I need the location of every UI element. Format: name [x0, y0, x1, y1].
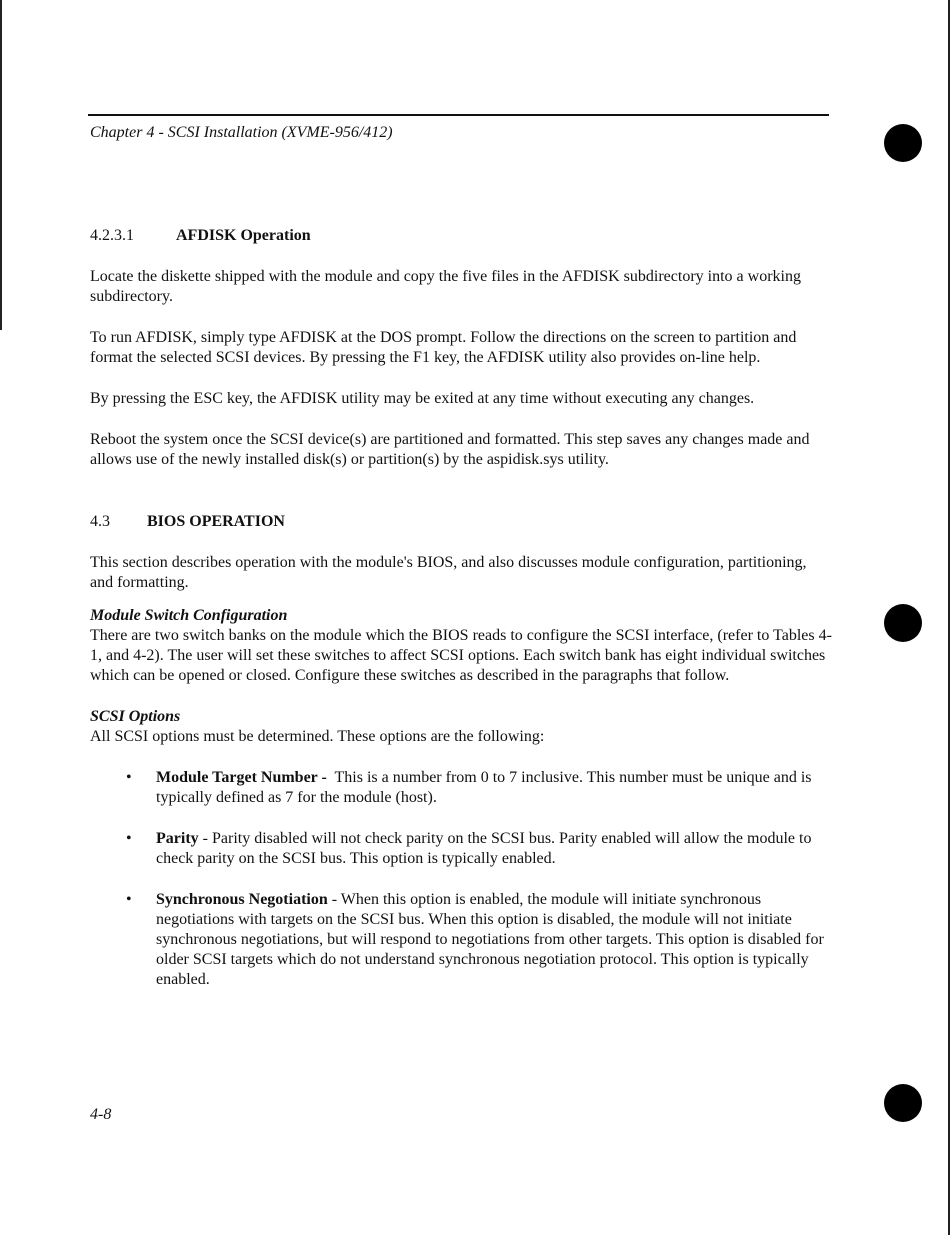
binder-hole-icon — [884, 124, 922, 162]
chapter-header: Chapter 4 - SCSI Installation (XVME-956/412) — [90, 124, 393, 141]
list-item — [90, 890, 832, 990]
subheading-switch-config: Module Switch Configuration — [90, 607, 288, 624]
binder-hole-icon — [884, 1084, 922, 1122]
options-list — [90, 768, 832, 990]
bullet-icon: • — [126, 769, 132, 786]
scan-edge-left — [0, 0, 2, 330]
section-title: BIOS OPERATION — [147, 513, 285, 530]
paragraph: This section describes operation with the module's BIOS, and also discusses module configuration, partitioning, and formatting. — [90, 554, 807, 591]
bullet-icon: • — [126, 830, 132, 847]
section-number: 4.3 — [90, 513, 110, 530]
option-text: - Parity disabled will not check parity on the SCSI bus. Parity enabled will allow the module to check parity on the SCSI bus. This option is typically enabled. — [156, 830, 812, 867]
paragraph: Reboot the system once the SCSI device(s) are partitioned and formatted. This step saves any changes made and allows use of the newly installed disk(s) or partition(s) by the aspidisk.sys utility. — [90, 431, 810, 468]
section-heading-afdisk — [90, 226, 832, 246]
paragraph: Locate the diskette shipped with the module and copy the five files in the AFDISK subdirectory into a working subdirectory. — [90, 268, 801, 305]
section-number: 4.2.3.1 — [90, 227, 134, 244]
paragraph: To run AFDISK, simply type AFDISK at the DOS prompt. Follow the directions on the screen to partition and format the selected SCSI devices. By pressing the F1 key, the AFDISK utility also provides on-line help. — [90, 329, 797, 366]
bullet-icon: • — [126, 891, 132, 908]
list-item — [90, 829, 832, 869]
option-term: Synchronous Negotiation — [156, 891, 328, 908]
option-term: Parity — [156, 830, 199, 847]
paragraph: There are two switch banks on the module which the BIOS reads to configure the SCSI interface, (refer to Tables 4-1, and 4-2). The user will set these switches to affect SCSI options. Each switch bank has eight individual switches which can be opened or closed. Configure these switches as described in the paragraphs that follow. — [90, 627, 832, 684]
paragraph: By pressing the ESC key, the AFDISK utility may be exited at any time without executing any changes. — [90, 390, 755, 407]
option-text: - When this option is enabled, the module will initiate synchronous negotiations with targets on the SCSI bus. When this option is disabled, the module will not initiate synchronous negotiations, but will respond to negotiations from other targets. This option is disabled for older SCSI targets which do not understand synchronous negotiation protocol. This option is typically enabled. — [156, 891, 824, 988]
list-item — [90, 768, 832, 808]
section-heading-bios — [90, 512, 832, 532]
header-rule — [88, 114, 829, 116]
page-number: 4-8 — [90, 1106, 112, 1123]
option-text: This is a number from 0 to 7 inclusive. This number must be unique and is typically defined as 7 for the module (host). — [156, 769, 812, 806]
subheading-scsi-options: SCSI Options — [90, 708, 181, 725]
page-body — [90, 226, 832, 990]
paragraph: All SCSI options must be determined. These options are the following: — [90, 728, 545, 745]
option-term: Module Target Number - — [156, 769, 327, 786]
binder-hole-icon — [884, 604, 922, 642]
section-title: AFDISK Operation — [176, 227, 311, 244]
